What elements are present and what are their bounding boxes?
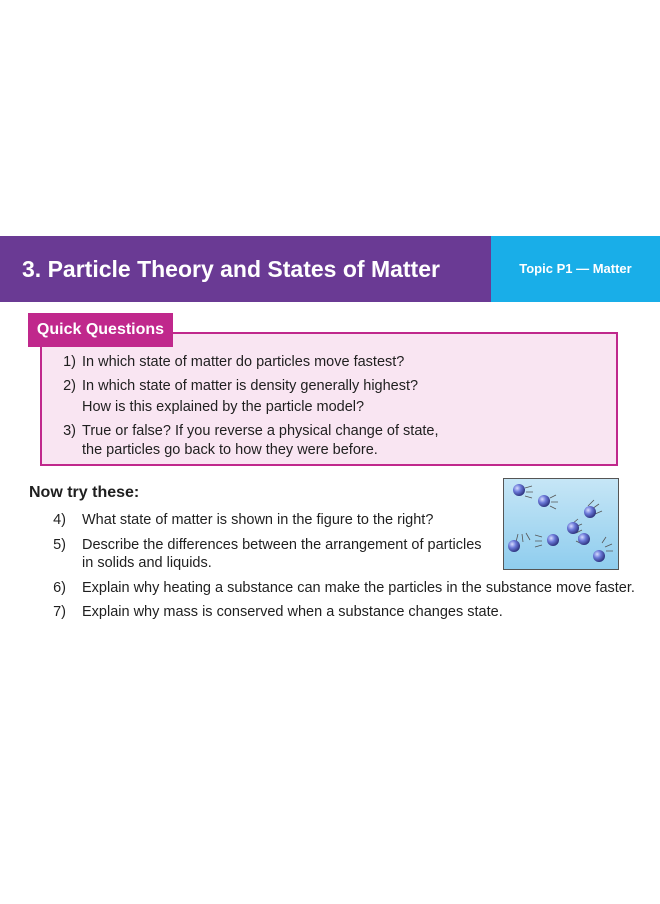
question-text: Explain why mass is conserved when a substance changes state. bbox=[82, 604, 503, 620]
particle bbox=[538, 495, 550, 507]
question-text: True or false? If you reverse a physical change of state, bbox=[82, 423, 439, 439]
gas-particles-figure bbox=[503, 478, 619, 570]
question-text: In which state of matter do particles move fastest? bbox=[82, 354, 405, 370]
question-number: 3) bbox=[63, 423, 76, 439]
question-text: Describe the differences between the arrangement of particles bbox=[82, 537, 482, 553]
particle bbox=[593, 550, 605, 562]
question-number: 1) bbox=[63, 354, 76, 370]
question-number: 6) bbox=[53, 580, 66, 596]
particle bbox=[508, 540, 520, 552]
now-try-heading: Now try these: bbox=[29, 484, 140, 501]
question-text: in solids and liquids. bbox=[82, 555, 212, 571]
question-text: In which state of matter is density generally highest? bbox=[82, 378, 419, 394]
particle bbox=[513, 484, 525, 496]
question-number: 5) bbox=[53, 537, 66, 553]
particle bbox=[578, 533, 590, 545]
particle bbox=[584, 506, 596, 518]
page-title: 3. Particle Theory and States of Matter bbox=[22, 256, 440, 282]
header-bar bbox=[0, 236, 660, 302]
gas-particles-illustration bbox=[504, 479, 618, 569]
quick-questions-heading: Quick Questions bbox=[28, 313, 173, 347]
particle bbox=[547, 534, 559, 546]
question-text: Explain why heating a substance can make the particles in the substance move faster. bbox=[82, 580, 635, 596]
question-number: 4) bbox=[53, 512, 66, 528]
question-number: 2) bbox=[63, 378, 76, 394]
topic-label: Topic P1 — Matter bbox=[491, 236, 660, 302]
question-text: What state of matter is shown in the figure to the right? bbox=[82, 512, 434, 528]
question-number: 7) bbox=[53, 604, 66, 620]
question-text: the particles go back to how they were before. bbox=[82, 442, 378, 458]
particle bbox=[567, 522, 579, 534]
question-text: How is this explained by the particle model? bbox=[82, 399, 365, 415]
